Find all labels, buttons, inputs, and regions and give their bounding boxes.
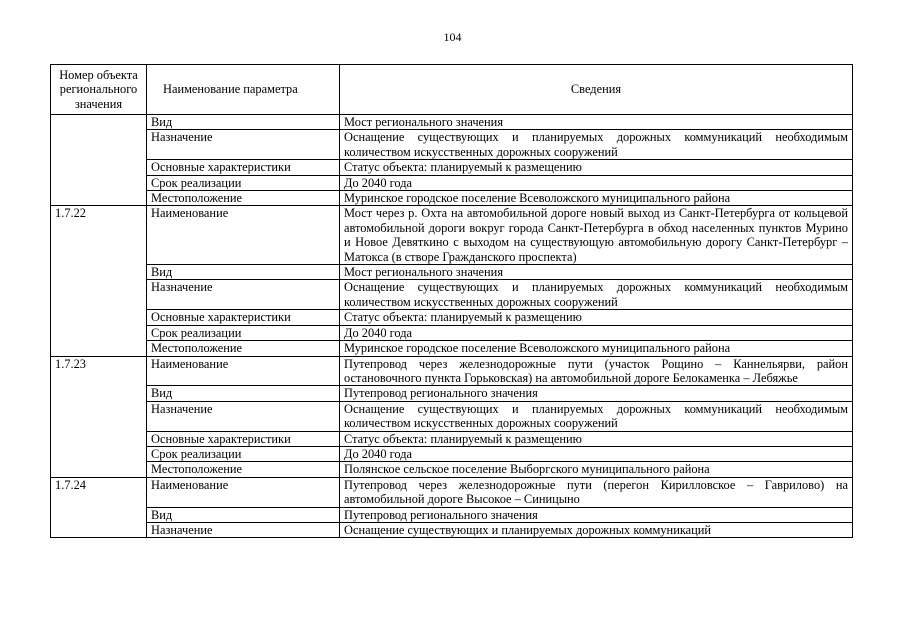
header-object-number: Номер объекта регионального значения <box>51 65 147 115</box>
table-row <box>51 356 853 386</box>
table-row <box>51 446 853 461</box>
info-cell: Путепровод регионального значения <box>340 507 853 522</box>
header-parameter-name: Наименование параметра <box>147 65 340 115</box>
info-cell: До 2040 года <box>340 446 853 461</box>
info-cell: Оснащение существующих и планируемых дорожных коммуникаций <box>340 522 853 537</box>
info-cell: Путепровод через железнодорожные пути (перегон Кирилловское – Гаврилово) на автомобильной дороге Высокое – Синицыно <box>340 477 853 507</box>
table-row <box>51 477 853 507</box>
table-row <box>51 431 853 446</box>
table-row <box>51 206 853 265</box>
info-cell: Полянское сельское поселение Выборгского муниципального района <box>340 462 853 477</box>
table-row <box>51 401 853 431</box>
info-cell: Статус объекта: планируемый к размещению <box>340 431 853 446</box>
table-row <box>51 507 853 522</box>
parameter-cell: Вид <box>147 115 340 130</box>
page-number: 104 <box>443 30 462 44</box>
info-cell: Муринское городское поселение Всеволожского муниципального района <box>340 341 853 356</box>
object-number-cell: 1.7.24 <box>51 477 147 538</box>
parameter-cell: Основные характеристики <box>147 431 340 446</box>
parameter-cell: Основные характеристики <box>147 310 340 325</box>
parameter-cell: Местоположение <box>147 462 340 477</box>
parameter-cell: Местоположение <box>147 341 340 356</box>
info-cell: Путепровод регионального значения <box>340 386 853 401</box>
table-row <box>51 115 853 130</box>
parameter-cell: Местоположение <box>147 191 340 206</box>
info-cell: До 2040 года <box>340 175 853 190</box>
table-row <box>51 341 853 356</box>
table-row <box>51 130 853 160</box>
table-row <box>51 265 853 280</box>
parameter-cell: Назначение <box>147 130 340 160</box>
info-cell: Статус объекта: планируемый к размещению <box>340 310 853 325</box>
table-row <box>51 160 853 175</box>
table-row <box>51 325 853 340</box>
parameter-cell: Назначение <box>147 280 340 310</box>
info-cell: Мост через р. Охта на автомобильной дороге новый выход из Санкт-Петербурга от кольцевой автомобильной дороги вокруг города Санкт-Петербурга в обход населенных пунктов Мурино и Новое Девяткино с выходом на существующую автомобильную дорогу Санкт-Петербург – Матокса (в створе Гражданского проспекта) <box>340 206 853 265</box>
table-row <box>51 310 853 325</box>
table-body <box>51 115 853 538</box>
parameter-cell: Вид <box>147 507 340 522</box>
parameter-cell: Срок реализации <box>147 446 340 461</box>
parameter-cell: Наименование <box>147 477 340 507</box>
info-cell: Мост регионального значения <box>340 115 853 130</box>
object-number-cell: 1.7.22 <box>51 206 147 356</box>
table-row <box>51 175 853 190</box>
parameter-cell: Назначение <box>147 522 340 537</box>
parameter-cell: Основные характеристики <box>147 160 340 175</box>
info-cell: Статус объекта: планируемый к размещению <box>340 160 853 175</box>
parameter-cell: Срок реализации <box>147 175 340 190</box>
info-cell: Мост регионального значения <box>340 265 853 280</box>
table-row <box>51 280 853 310</box>
info-cell: Муринское городское поселение Всеволожского муниципального района <box>340 191 853 206</box>
info-cell: Оснащение существующих и планируемых дорожных коммуникаций необходимым количеством искусственных дорожных сооружений <box>340 401 853 431</box>
parameter-cell: Наименование <box>147 356 340 386</box>
parameter-cell: Назначение <box>147 401 340 431</box>
info-cell: Оснащение существующих и планируемых дорожных коммуникаций необходимым количеством искусственных дорожных сооружений <box>340 280 853 310</box>
parameter-cell: Вид <box>147 386 340 401</box>
parameter-cell: Вид <box>147 265 340 280</box>
object-number-cell: 1.7.23 <box>51 356 147 477</box>
parameter-cell: Наименование <box>147 206 340 265</box>
info-cell: До 2040 года <box>340 325 853 340</box>
info-cell: Оснащение существующих и планируемых дорожных коммуникаций необходимым количеством искусственных дорожных сооружений <box>340 130 853 160</box>
object-number-cell <box>51 115 147 206</box>
table-row <box>51 386 853 401</box>
parameter-cell: Срок реализации <box>147 325 340 340</box>
table-row <box>51 191 853 206</box>
table-row <box>51 462 853 477</box>
table-row <box>51 522 853 537</box>
table-header <box>51 65 853 115</box>
header-info: Сведения <box>340 65 853 115</box>
parameters-table <box>50 64 853 538</box>
info-cell: Путепровод через железнодорожные пути (участок Рощино – Каннельярви, район остановочного пункта Горьковская) на автомобильной дороге Белокаменка – Лебяжье <box>340 356 853 386</box>
